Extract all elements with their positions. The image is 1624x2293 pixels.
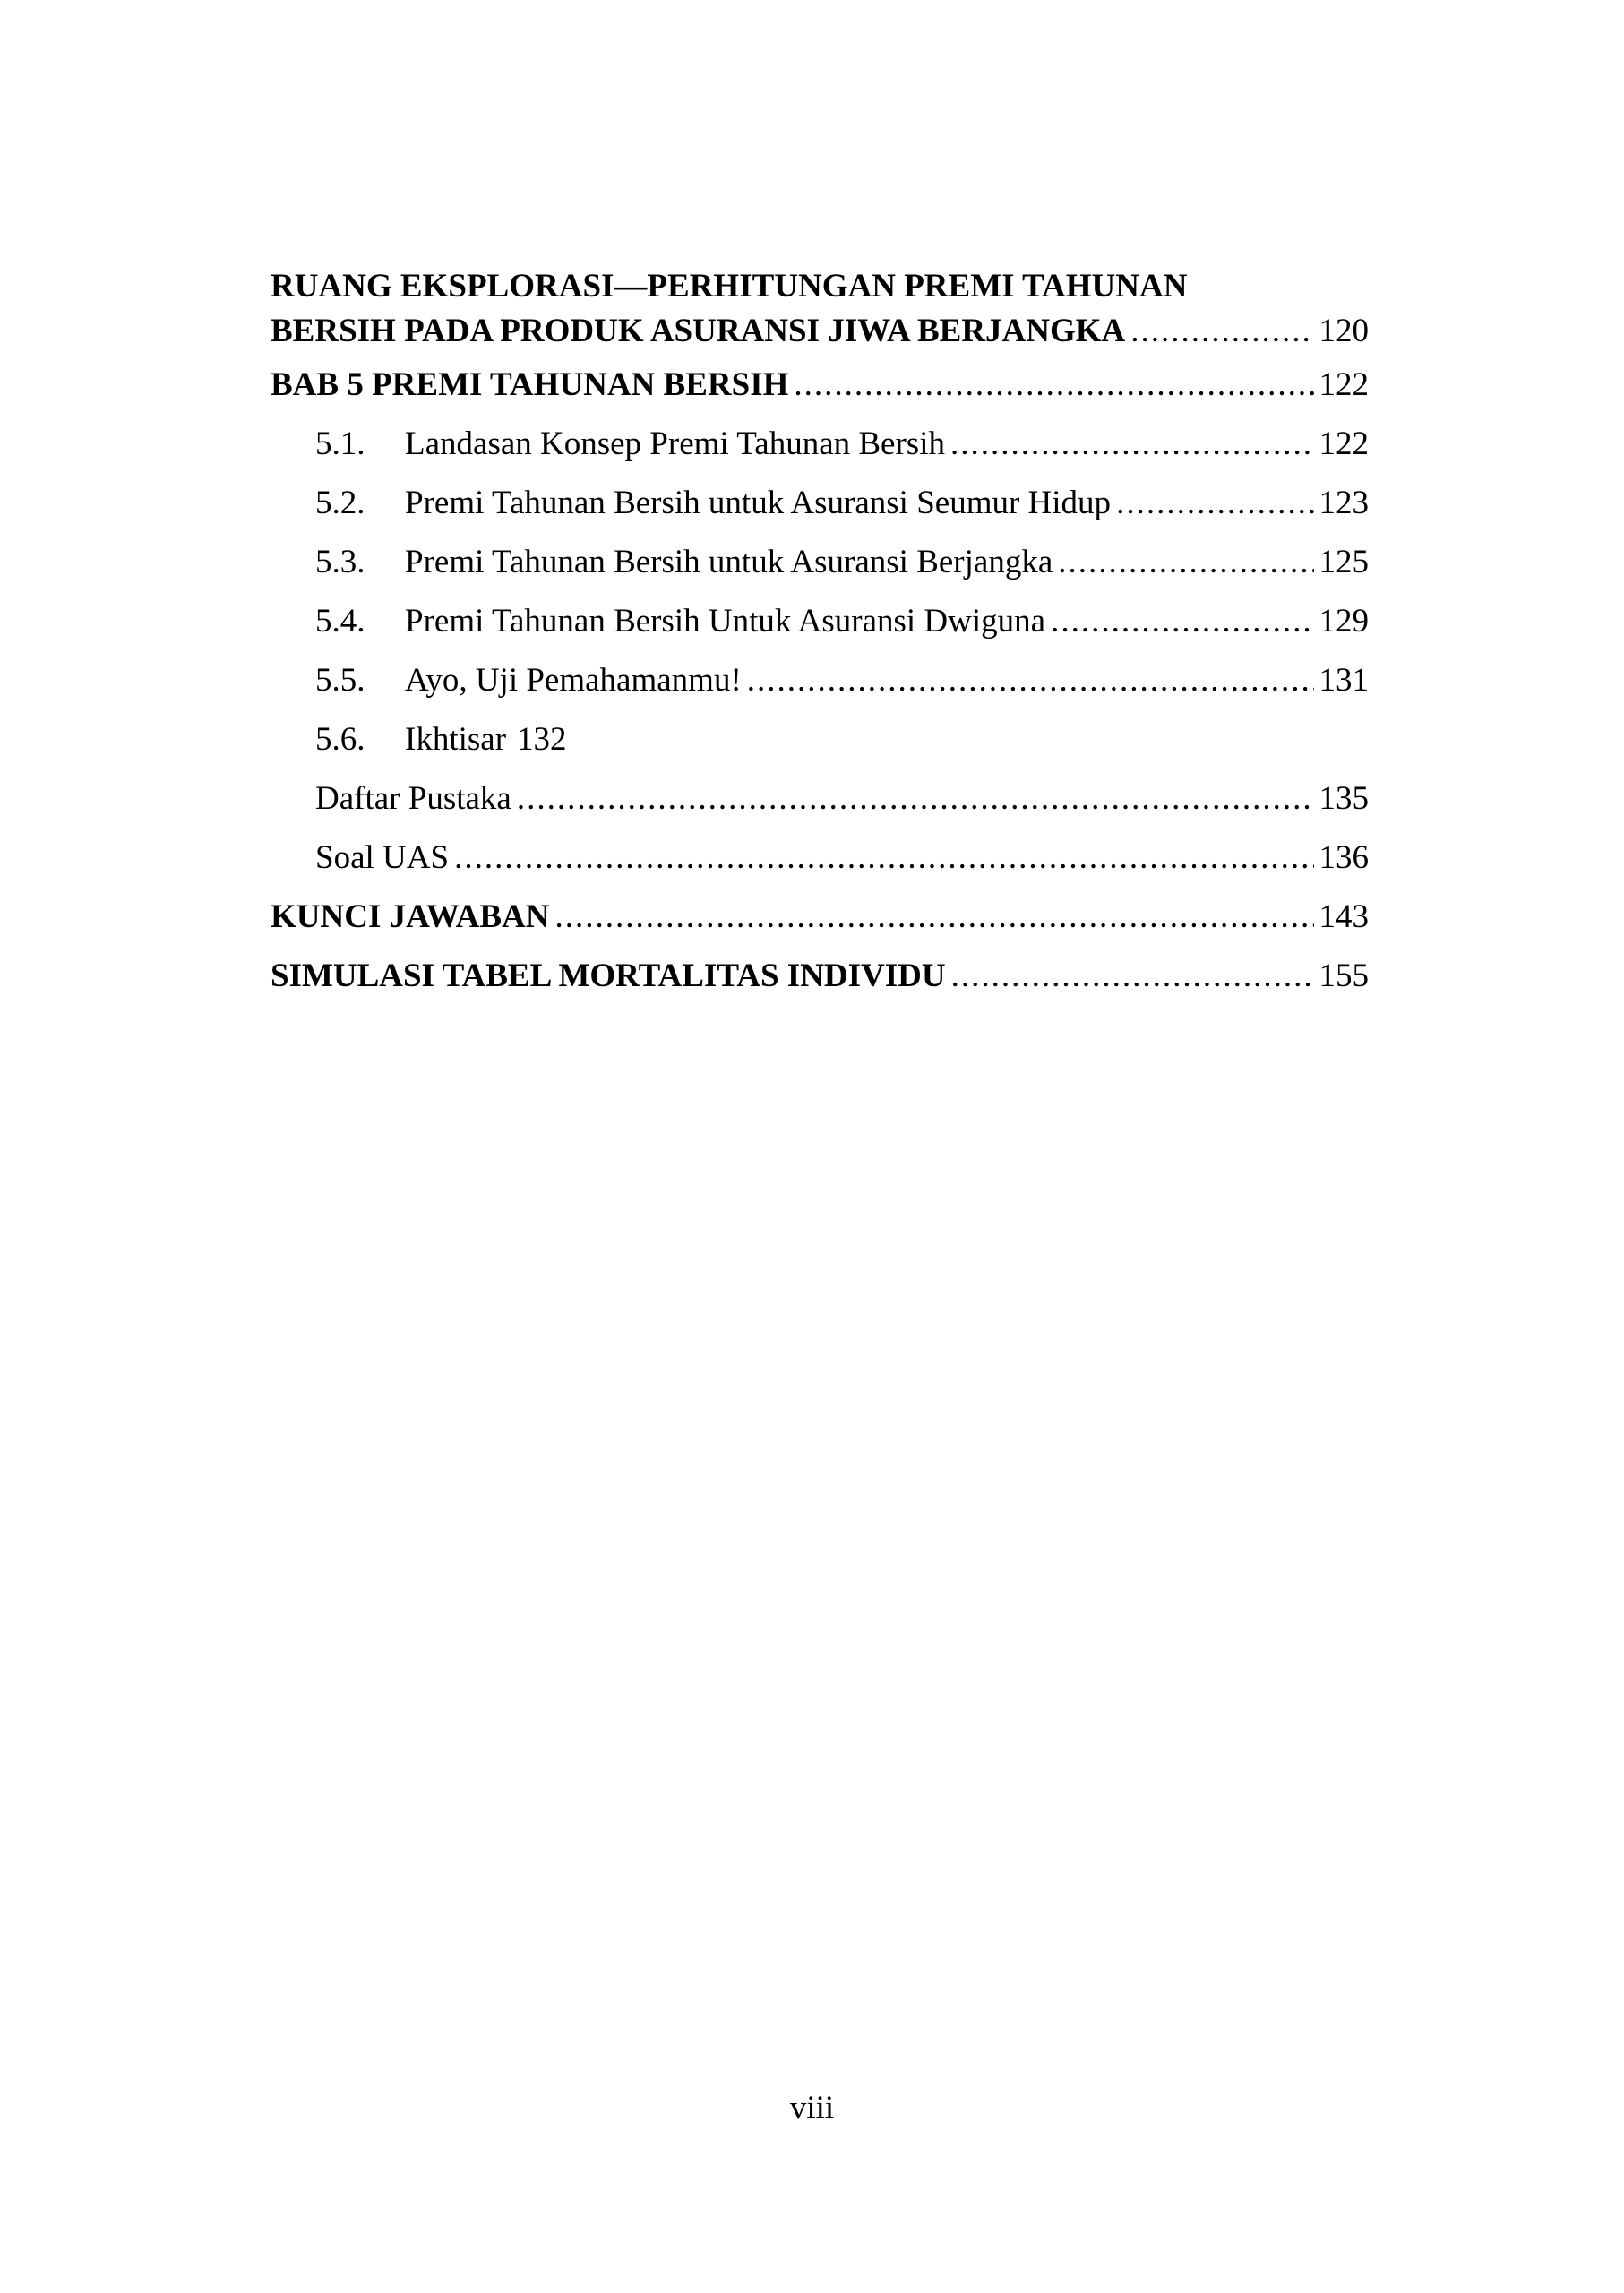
toc-entry-title: Ayo, Uji Pemahamanmu!	[405, 662, 742, 699]
toc-page-number: 136	[1319, 839, 1369, 876]
toc-entry-title: KUNCI JAWABAN	[271, 898, 550, 935]
toc-entry-section[interactable]	[271, 533, 1369, 592]
toc-entry-title: Premi Tahunan Bersih Untuk Asuransi Dwiguna	[405, 603, 1046, 640]
toc-page-number: 143	[1319, 898, 1369, 935]
toc-entry-section[interactable]	[271, 474, 1369, 533]
toc-entry-title: Premi Tahunan Bersih untuk Asuransi Seumur Hidup	[405, 485, 1112, 521]
toc-section-number: 5.2.	[315, 485, 365, 521]
toc-entry-simulasi[interactable]	[271, 947, 1369, 1006]
dot-leader	[1130, 307, 1313, 356]
toc-page-number: 132	[517, 721, 567, 758]
toc-page-number: 129	[1319, 603, 1369, 640]
toc-entry-bab5[interactable]	[271, 356, 1369, 415]
toc-section-number: 5.5.	[315, 662, 365, 699]
toc-page-number: 135	[1319, 780, 1369, 817]
toc-page-number: 125	[1319, 544, 1369, 580]
toc-entry-title: Soal UAS	[315, 839, 450, 876]
toc-entry-title: Landasan Konsep Premi Tahunan Bersih	[405, 425, 945, 462]
toc-entry-section[interactable]	[271, 592, 1369, 651]
toc-page-number: 122	[1319, 425, 1369, 462]
toc-entry-title: Daftar Pustaka	[315, 780, 511, 817]
toc-entry-title: BAB 5 PREMI TAHUNAN BERSIH	[271, 366, 789, 403]
toc-entry-title: Ikhtisar	[405, 721, 507, 758]
toc-entry-title: BERSIH PADA PRODUK ASURANSI JIWA BERJANGKA	[271, 313, 1126, 349]
toc-page-number: 120	[1319, 313, 1369, 349]
dot-leader	[517, 769, 1314, 829]
dot-leader	[1051, 592, 1313, 651]
toc-entry-title: RUANG EKSPLORASI—PERHITUNGAN PREMI TAHUNAN	[271, 268, 1188, 305]
dot-leader	[1058, 533, 1313, 592]
toc-entry-title: Premi Tahunan Bersih untuk Asuransi Berjangka	[405, 544, 1053, 580]
toc-page-number: 123	[1319, 485, 1369, 521]
dot-leader	[794, 356, 1313, 415]
toc-entry-daftar-pustaka[interactable]	[271, 769, 1369, 829]
toc-entry-exploration-line1[interactable]	[271, 265, 1369, 307]
toc-entry-section[interactable]	[271, 651, 1369, 710]
dot-leader	[1116, 474, 1313, 533]
dot-leader	[951, 947, 1314, 1006]
toc-section-number: 5.4.	[315, 603, 365, 640]
toc-section-number: 5.6.	[315, 721, 365, 758]
dot-leader	[454, 829, 1313, 888]
toc-entry-exploration-line2[interactable]	[271, 307, 1369, 356]
toc-page-number: 122	[1319, 366, 1369, 403]
dot-leader	[554, 888, 1313, 947]
table-of-contents	[271, 265, 1369, 1006]
toc-entry-section[interactable]	[271, 415, 1369, 474]
toc-entry-soal-uas[interactable]	[271, 829, 1369, 888]
toc-section-number: 5.1.	[315, 425, 365, 462]
toc-section-number: 5.3.	[315, 544, 365, 580]
dot-leader	[747, 651, 1314, 710]
dot-leader	[950, 415, 1314, 474]
toc-entry-title: SIMULASI TABEL MORTALITAS INDIVIDU	[271, 958, 946, 994]
page-number: viii	[789, 2090, 835, 2126]
toc-page-number: 155	[1319, 958, 1369, 994]
toc-entry-kunci-jawaban[interactable]	[271, 888, 1369, 947]
toc-page-number: 131	[1319, 662, 1369, 699]
toc-entry-section[interactable]	[271, 710, 1369, 769]
